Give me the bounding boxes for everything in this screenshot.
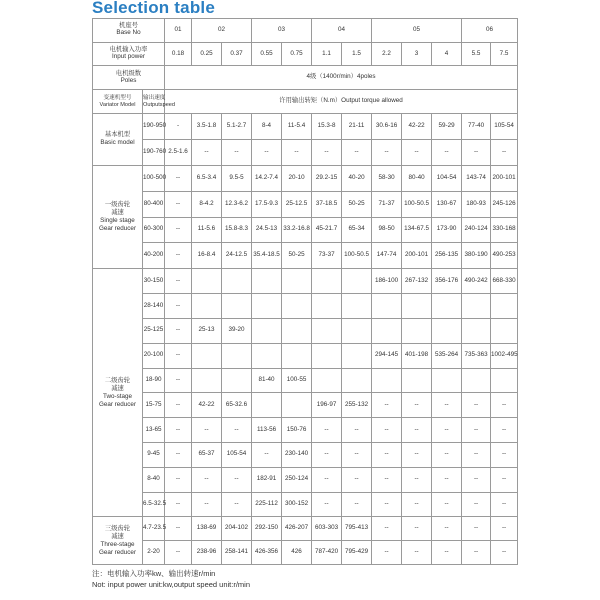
- torque-cell: 50-25: [282, 243, 312, 269]
- torque-cell: --: [165, 191, 192, 217]
- input-power-label: 电机输入功率 Input power: [93, 42, 165, 66]
- torque-cell: --: [462, 442, 491, 467]
- torque-cell: --: [491, 442, 518, 467]
- torque-cell: --: [491, 139, 518, 165]
- base-05: 05: [372, 19, 462, 43]
- power-cell: 1.5: [342, 42, 372, 66]
- torque-cell: --: [165, 318, 192, 343]
- outspeed-label: 输出速度 Outputspeed: [143, 90, 165, 114]
- torque-cell: --: [372, 492, 402, 517]
- table-row: [93, 165, 518, 191]
- table-row: [93, 467, 518, 492]
- torque-cell: 16-8.4: [192, 243, 222, 269]
- torque-cell: --: [372, 418, 402, 443]
- torque-cell: 9.5-5: [222, 165, 252, 191]
- torque-cell: 1002-495: [491, 343, 518, 368]
- torque-cell: [222, 294, 252, 319]
- torque-cell: --: [252, 139, 282, 165]
- torque-cell: 21-11: [342, 113, 372, 139]
- table-row: [93, 517, 518, 541]
- power-cell: 4: [432, 42, 462, 66]
- torque-cell: 81-40: [252, 368, 282, 393]
- torque-cell: --: [312, 418, 342, 443]
- torque-cell: 356-176: [432, 269, 462, 294]
- torque-cell: --: [165, 165, 192, 191]
- torque-cell: 42-22: [402, 113, 432, 139]
- torque-cell: 5.1-2.7: [222, 113, 252, 139]
- torque-cell: 24-12.5: [222, 243, 252, 269]
- speed-cell: 100-500: [143, 165, 165, 191]
- torque-cell: 200-101: [402, 243, 432, 269]
- torque-cell: --: [192, 492, 222, 517]
- torque-cell: 29.2-15: [312, 165, 342, 191]
- torque-cell: [282, 318, 312, 343]
- table-row: [93, 269, 518, 294]
- torque-cell: 39-20: [222, 318, 252, 343]
- torque-cell: --: [432, 393, 462, 418]
- torque-cell: --: [165, 442, 192, 467]
- torque-cell: --: [402, 442, 432, 467]
- torque-cell: [342, 368, 372, 393]
- torque-cell: 182-91: [252, 467, 282, 492]
- table-row: [93, 541, 518, 565]
- torque-cell: 2.5-1.6: [165, 139, 192, 165]
- torque-cell: 143-74: [462, 165, 491, 191]
- torque-cell: --: [165, 492, 192, 517]
- torque-cell: --: [491, 418, 518, 443]
- torque-cell: [282, 269, 312, 294]
- torque-cell: 267-132: [402, 269, 432, 294]
- torque-cell: --: [312, 139, 342, 165]
- speed-cell: 40-200: [143, 243, 165, 269]
- torque-cell: [491, 368, 518, 393]
- torque-cell: 33.2-16.8: [282, 217, 312, 243]
- torque-cell: [462, 294, 491, 319]
- speed-cell: 190-760: [143, 139, 165, 165]
- table-row: [93, 217, 518, 243]
- torque-cell: --: [192, 139, 222, 165]
- torque-cell: --: [282, 139, 312, 165]
- torque-cell: --: [165, 517, 192, 541]
- power-cell: 0.18: [165, 42, 192, 66]
- torque-cell: --: [342, 442, 372, 467]
- speed-cell: 8-40: [143, 467, 165, 492]
- group-label-one: 一级齿轮 减速 Single stage Gear reducer: [93, 165, 143, 269]
- torque-cell: [342, 318, 372, 343]
- torque-cell: 25-13: [192, 318, 222, 343]
- torque-cell: [432, 368, 462, 393]
- speed-cell: 20-100: [143, 343, 165, 368]
- torque-cell: [252, 393, 282, 418]
- torque-cell: 134-67.5: [402, 217, 432, 243]
- torque-cell: --: [432, 139, 462, 165]
- poles-label: 电机级数 Poles: [93, 66, 165, 90]
- torque-cell: 490-242: [462, 269, 491, 294]
- base-02: 02: [192, 19, 252, 43]
- torque-cell: --: [432, 541, 462, 565]
- torque-cell: 25-12.5: [282, 191, 312, 217]
- torque-cell: --: [432, 442, 462, 467]
- power-cell: 5.5: [462, 42, 491, 66]
- torque-cell: 14.2-7.4: [252, 165, 282, 191]
- torque-cell: 256-135: [432, 243, 462, 269]
- torque-cell: --: [372, 442, 402, 467]
- table-row: [93, 191, 518, 217]
- torque-cell: --: [165, 217, 192, 243]
- torque-cell: --: [402, 517, 432, 541]
- torque-cell: 58-30: [372, 165, 402, 191]
- torque-cell: 668-330: [491, 269, 518, 294]
- torque-cell: --: [165, 243, 192, 269]
- poles-value: 4级（1400r/min）4poles: [165, 66, 518, 90]
- torque-cell: --: [462, 139, 491, 165]
- torque-cell: 180-93: [462, 191, 491, 217]
- torque-cell: [282, 343, 312, 368]
- power-cell: 7.5: [491, 42, 518, 66]
- table-row: [93, 139, 518, 165]
- torque-cell: [462, 318, 491, 343]
- torque-cell: --: [402, 418, 432, 443]
- base-03: 03: [252, 19, 312, 43]
- torque-cell: [222, 269, 252, 294]
- torque-cell: 77-40: [462, 113, 491, 139]
- torque-cell: 59-29: [432, 113, 462, 139]
- torque-cell: --: [192, 418, 222, 443]
- speed-cell: 30-150: [143, 269, 165, 294]
- selection-table: [92, 18, 518, 565]
- speed-cell: 190-950: [143, 113, 165, 139]
- torque-cell: --: [491, 393, 518, 418]
- speed-cell: 6.5-32.5: [143, 492, 165, 517]
- torque-cell: [491, 318, 518, 343]
- torque-cell: [192, 269, 222, 294]
- torque-cell: 100-50.5: [342, 243, 372, 269]
- torque-cell: [312, 368, 342, 393]
- torque-cell: --: [165, 393, 192, 418]
- torque-cell: 294-145: [372, 343, 402, 368]
- table-row: [93, 243, 518, 269]
- torque-cell: --: [462, 541, 491, 565]
- torque-cell: 204-102: [222, 517, 252, 541]
- torque-cell: --: [192, 467, 222, 492]
- torque-cell: --: [165, 343, 192, 368]
- power-cell: 0.55: [252, 42, 282, 66]
- torque-cell: 104-54: [432, 165, 462, 191]
- torque-cell: --: [342, 418, 372, 443]
- variator-label: 变速机型号 Variator Model: [93, 90, 143, 114]
- torque-cell: 8-4.2: [192, 191, 222, 217]
- variator-row: [93, 90, 518, 114]
- torque-cell: --: [252, 442, 282, 467]
- torque-cell: [192, 343, 222, 368]
- torque-cell: 426-207: [282, 517, 312, 541]
- torque-cell: 173-90: [432, 217, 462, 243]
- torque-cell: --: [432, 467, 462, 492]
- torque-cell: 200-101: [491, 165, 518, 191]
- torque-cell: [432, 318, 462, 343]
- torque-cell: --: [372, 393, 402, 418]
- torque-cell: --: [402, 492, 432, 517]
- speed-cell: 28-140: [143, 294, 165, 319]
- base-no-row: [93, 19, 518, 43]
- torque-cell: 426: [282, 541, 312, 565]
- input-power-row: [93, 42, 518, 66]
- torque-cell: [372, 294, 402, 319]
- power-cell: 0.37: [222, 42, 252, 66]
- torque-cell: 11-5.4: [282, 113, 312, 139]
- torque-cell: --: [165, 541, 192, 565]
- torque-cell: 401-198: [402, 343, 432, 368]
- torque-cell: 130-67: [432, 191, 462, 217]
- table-row: [93, 294, 518, 319]
- power-cell: 2.2: [372, 42, 402, 66]
- base-04: 04: [312, 19, 372, 43]
- torque-cell: [312, 269, 342, 294]
- torque-cell: 735-363: [462, 343, 491, 368]
- torque-cell: --: [491, 467, 518, 492]
- note-cn: 注：电机输入功率kw、输出转速r/min: [92, 569, 216, 578]
- speed-cell: 9-45: [143, 442, 165, 467]
- torque-cell: [222, 343, 252, 368]
- torque-cell: 250-124: [282, 467, 312, 492]
- torque-cell: --: [372, 517, 402, 541]
- torque-cell: [222, 368, 252, 393]
- torque-cell: --: [342, 139, 372, 165]
- speed-cell: 2-20: [143, 541, 165, 565]
- table-row: [93, 442, 518, 467]
- torque-cell: 113-56: [252, 418, 282, 443]
- torque-cell: 15.8-8.3: [222, 217, 252, 243]
- torque-cell: 330-168: [491, 217, 518, 243]
- torque-cell: 98-50: [372, 217, 402, 243]
- power-cell: 1.1: [312, 42, 342, 66]
- base-06: 06: [462, 19, 518, 43]
- torque-cell: [342, 343, 372, 368]
- torque-cell: --: [312, 467, 342, 492]
- torque-cell: 42-22: [192, 393, 222, 418]
- torque-cell: [342, 269, 372, 294]
- torque-cell: [462, 368, 491, 393]
- torque-cell: 795-429: [342, 541, 372, 565]
- torque-cell: --: [165, 467, 192, 492]
- torque-cell: 73-37: [312, 243, 342, 269]
- torque-cell: --: [402, 393, 432, 418]
- torque-cell: 12.3-6.2: [222, 191, 252, 217]
- torque-cell: --: [462, 418, 491, 443]
- speed-cell: 60-300: [143, 217, 165, 243]
- torque-cell: 138-69: [192, 517, 222, 541]
- torque-cell: 80-40: [402, 165, 432, 191]
- torque-cell: 238-96: [192, 541, 222, 565]
- table-row: [93, 393, 518, 418]
- torque-cell: --: [372, 541, 402, 565]
- torque-cell: [312, 318, 342, 343]
- table-row: [93, 318, 518, 343]
- torque-cell: 225-112: [252, 492, 282, 517]
- selection-table-body: [93, 19, 518, 565]
- torque-cell: --: [491, 492, 518, 517]
- torque-cell: 20-10: [282, 165, 312, 191]
- torque-cell: 150-76: [282, 418, 312, 443]
- torque-cell: [402, 368, 432, 393]
- torque-cell: 196-97: [312, 393, 342, 418]
- group-label-basic: 基本机型 Basic model: [93, 113, 143, 165]
- torque-cell: [372, 368, 402, 393]
- torque-cell: --: [462, 393, 491, 418]
- torque-label: 许用输出转矩（N.m）Output torque allowed: [165, 90, 518, 114]
- torque-cell: 11-5.6: [192, 217, 222, 243]
- torque-cell: 65-32.6: [222, 393, 252, 418]
- torque-cell: [402, 318, 432, 343]
- torque-cell: 24.5-13: [252, 217, 282, 243]
- torque-cell: [312, 294, 342, 319]
- speed-cell: 13-65: [143, 418, 165, 443]
- torque-cell: 17.5-9.3: [252, 191, 282, 217]
- torque-cell: 245-126: [491, 191, 518, 217]
- torque-cell: [402, 294, 432, 319]
- torque-cell: 292-150: [252, 517, 282, 541]
- base-01: 01: [165, 19, 192, 43]
- torque-cell: --: [402, 467, 432, 492]
- torque-cell: 65-34: [342, 217, 372, 243]
- speed-cell: 18-90: [143, 368, 165, 393]
- torque-cell: 15.3-8: [312, 113, 342, 139]
- torque-cell: --: [165, 418, 192, 443]
- power-cell: 3: [402, 42, 432, 66]
- torque-cell: --: [491, 517, 518, 541]
- torque-cell: 147-74: [372, 243, 402, 269]
- torque-cell: 45-21.7: [312, 217, 342, 243]
- torque-cell: --: [342, 492, 372, 517]
- torque-cell: 65-37: [192, 442, 222, 467]
- torque-cell: --: [462, 467, 491, 492]
- torque-cell: [252, 269, 282, 294]
- torque-cell: 380-190: [462, 243, 491, 269]
- torque-cell: [282, 294, 312, 319]
- group-label-three: 三级齿轮 减速 Three-stage Gear reducer: [93, 517, 143, 565]
- torque-cell: 426-356: [252, 541, 282, 565]
- power-cell: 0.25: [192, 42, 222, 66]
- speed-cell: 15-75: [143, 393, 165, 418]
- torque-cell: [432, 294, 462, 319]
- torque-cell: --: [342, 467, 372, 492]
- torque-cell: [372, 318, 402, 343]
- torque-cell: 8-4: [252, 113, 282, 139]
- torque-cell: --: [312, 442, 342, 467]
- torque-cell: --: [432, 492, 462, 517]
- torque-cell: 230-140: [282, 442, 312, 467]
- torque-cell: 535-264: [432, 343, 462, 368]
- torque-cell: [252, 318, 282, 343]
- torque-cell: 100-55: [282, 368, 312, 393]
- torque-cell: --: [222, 139, 252, 165]
- torque-cell: [252, 294, 282, 319]
- torque-cell: 105-54: [491, 113, 518, 139]
- torque-cell: [192, 294, 222, 319]
- torque-cell: --: [402, 541, 432, 565]
- table-row: [93, 418, 518, 443]
- torque-cell: --: [222, 418, 252, 443]
- torque-cell: 71-37: [372, 191, 402, 217]
- torque-cell: 300-152: [282, 492, 312, 517]
- poles-row: [93, 66, 518, 90]
- torque-cell: [282, 393, 312, 418]
- torque-cell: 35.4-18.5: [252, 243, 282, 269]
- torque-cell: --: [372, 467, 402, 492]
- torque-cell: --: [222, 492, 252, 517]
- speed-cell: 4.7-23.5: [143, 517, 165, 541]
- torque-cell: --: [222, 467, 252, 492]
- group-label-two: 二级齿轮 减速 Two-stage Gear reducer: [93, 269, 143, 517]
- torque-cell: 40-20: [342, 165, 372, 191]
- torque-cell: [312, 343, 342, 368]
- torque-cell: -: [165, 113, 192, 139]
- torque-cell: --: [372, 139, 402, 165]
- torque-cell: [342, 294, 372, 319]
- torque-cell: 100-50.5: [402, 191, 432, 217]
- torque-cell: [252, 343, 282, 368]
- torque-cell: 795-413: [342, 517, 372, 541]
- torque-cell: --: [402, 139, 432, 165]
- torque-cell: [491, 294, 518, 319]
- page-title: Selection table: [92, 0, 215, 17]
- speed-cell: 25-125: [143, 318, 165, 343]
- torque-cell: 258-141: [222, 541, 252, 565]
- torque-cell: --: [462, 517, 491, 541]
- table-row: [93, 492, 518, 517]
- torque-cell: --: [165, 269, 192, 294]
- torque-cell: --: [491, 541, 518, 565]
- torque-cell: 3.5-1.8: [192, 113, 222, 139]
- torque-cell: --: [432, 418, 462, 443]
- torque-cell: 490-253: [491, 243, 518, 269]
- torque-cell: 240-124: [462, 217, 491, 243]
- torque-cell: --: [462, 492, 491, 517]
- torque-cell: 255-132: [342, 393, 372, 418]
- torque-cell: 30.6-16: [372, 113, 402, 139]
- torque-cell: --: [312, 492, 342, 517]
- torque-cell: 603-303: [312, 517, 342, 541]
- torque-cell: 186-100: [372, 269, 402, 294]
- torque-cell: 787-420: [312, 541, 342, 565]
- power-cell: 0.75: [282, 42, 312, 66]
- torque-cell: 6.5-3.4: [192, 165, 222, 191]
- torque-cell: --: [165, 368, 192, 393]
- torque-cell: 50-25: [342, 191, 372, 217]
- torque-cell: [192, 368, 222, 393]
- torque-cell: 37-18.5: [312, 191, 342, 217]
- table-row: [93, 368, 518, 393]
- torque-cell: 105-54: [222, 442, 252, 467]
- table-row: [93, 343, 518, 368]
- note-en: Not: input power unit:kw,output speed unit:r/min: [92, 580, 251, 589]
- base-no-label: 机座号 Base No: [93, 19, 165, 43]
- torque-cell: --: [432, 517, 462, 541]
- table-row: [93, 113, 518, 139]
- speed-cell: 80-400: [143, 191, 165, 217]
- torque-cell: --: [165, 294, 192, 319]
